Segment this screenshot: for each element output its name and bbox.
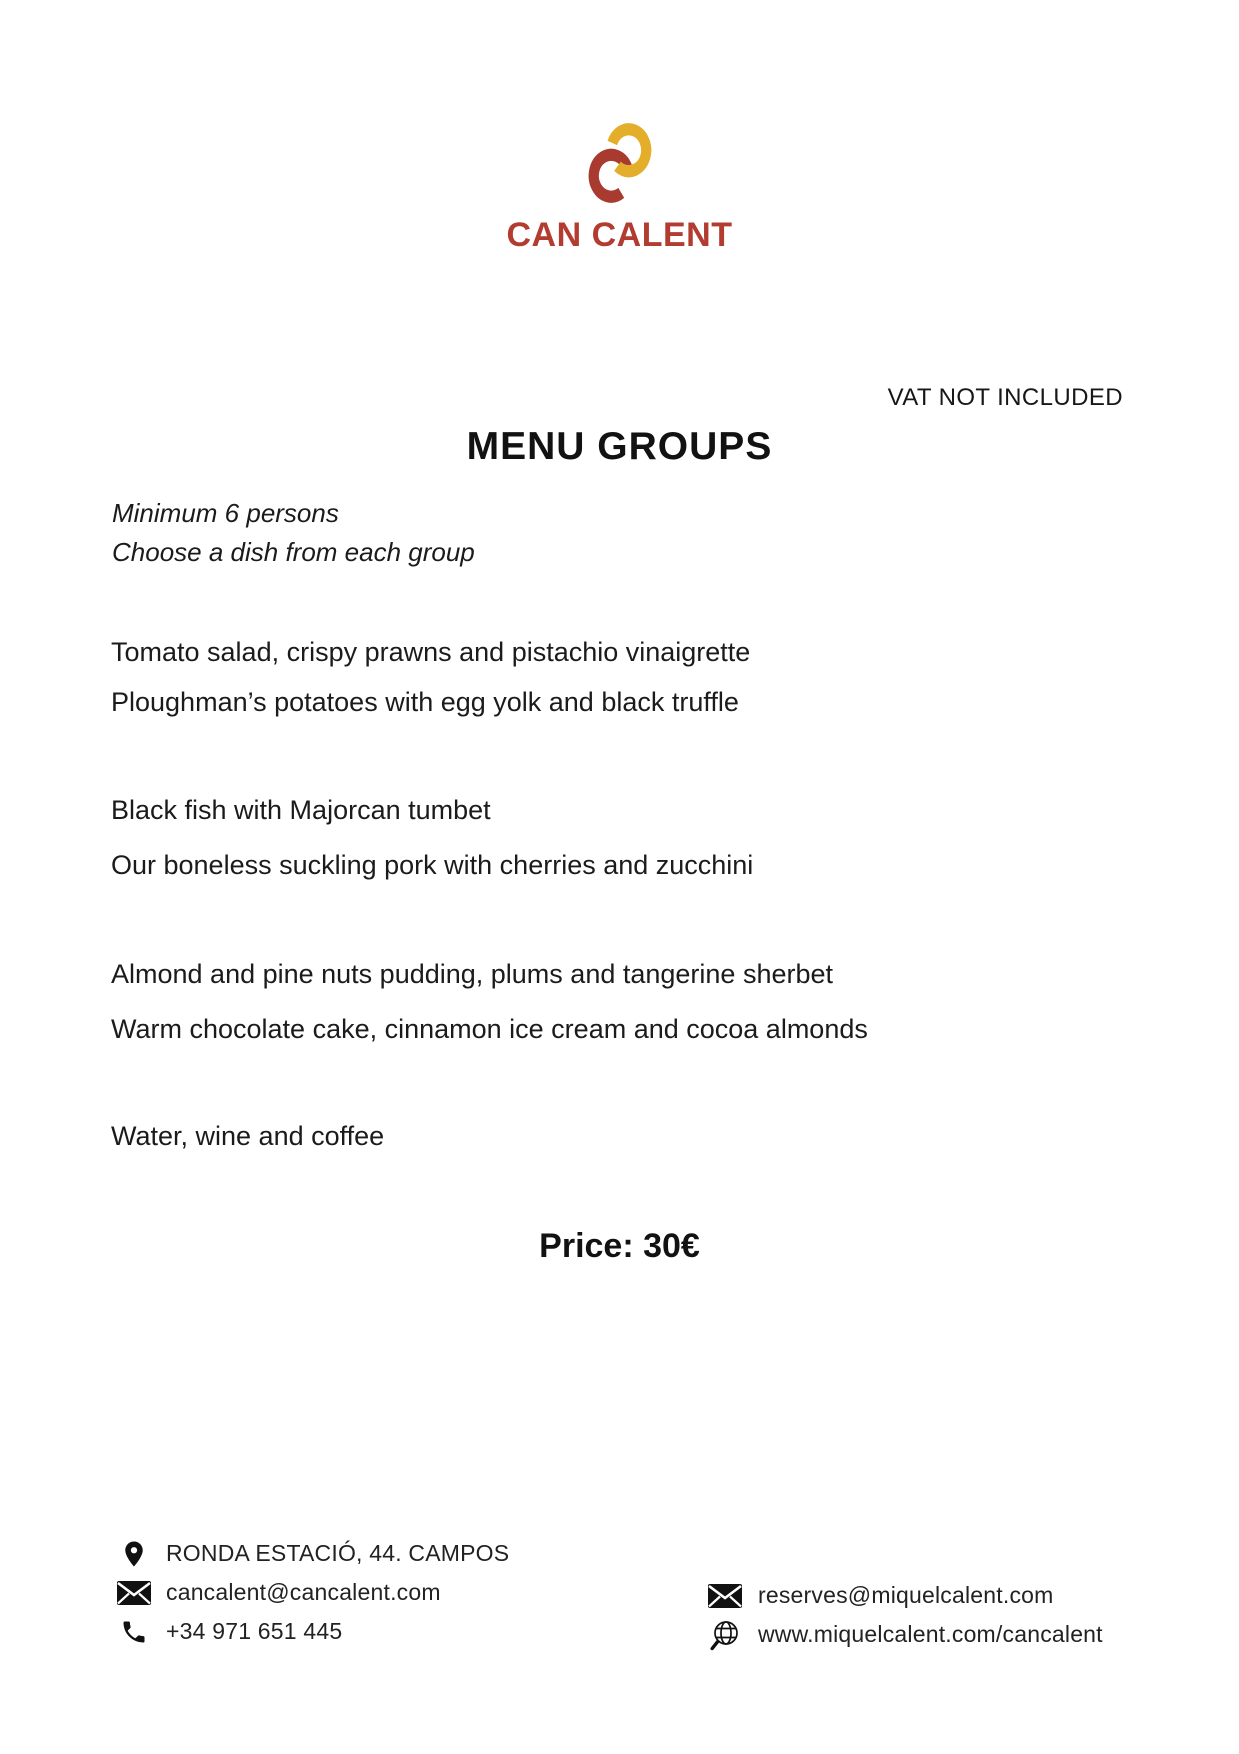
menu-item: Water, wine and coffee bbox=[111, 1121, 385, 1151]
intro-line: Choose a dish from each group bbox=[112, 537, 475, 567]
phone-text: +34 971 651 445 bbox=[166, 1618, 343, 1644]
address-text: RONDA ESTACIÓ, 44. CAMPOS bbox=[166, 1540, 510, 1566]
web-globe-icon bbox=[704, 1618, 746, 1652]
page-title: MENU GROUPS bbox=[466, 425, 773, 468]
envelope-icon bbox=[114, 1581, 154, 1605]
phone-row bbox=[114, 1612, 509, 1651]
reservations-email-row bbox=[704, 1576, 1103, 1615]
menu-item: Black fish with Majorcan tumbet bbox=[111, 795, 491, 825]
can-calent-logo-icon bbox=[586, 120, 654, 206]
email-row bbox=[114, 1573, 509, 1612]
reservations-email-text: reserves@miquelcalent.com bbox=[758, 1582, 1054, 1608]
footer-contact-left bbox=[114, 1534, 509, 1651]
website-row bbox=[704, 1615, 1103, 1654]
intro-line: Minimum 6 persons bbox=[112, 498, 339, 528]
website-text: www.miquelcalent.com/cancalent bbox=[758, 1621, 1103, 1647]
address-row bbox=[114, 1534, 509, 1573]
footer-contact-right bbox=[704, 1576, 1103, 1654]
phone-icon bbox=[114, 1618, 154, 1646]
menu-item: Warm chocolate cake, cinnamon ice cream and cocoa almonds bbox=[111, 1014, 868, 1044]
menu-item: Ploughman’s potatoes with egg yolk and black truffle bbox=[111, 687, 739, 717]
email-text: cancalent@cancalent.com bbox=[166, 1579, 441, 1605]
vat-note: VAT NOT INCLUDED bbox=[887, 384, 1123, 411]
menu-item: Tomato salad, crispy prawns and pistachio vinaigrette bbox=[111, 637, 751, 667]
price-label: Price: 30€ bbox=[539, 1227, 700, 1265]
menu-item: Our boneless suckling pork with cherries and zucchini bbox=[111, 850, 754, 880]
envelope-icon bbox=[704, 1584, 746, 1608]
menu-item: Almond and pine nuts pudding, plums and tangerine sherbet bbox=[111, 959, 833, 989]
brand-name: CAN CALENT bbox=[506, 216, 733, 254]
location-pin-icon bbox=[114, 1539, 154, 1569]
brand-header bbox=[0, 120, 1239, 255]
